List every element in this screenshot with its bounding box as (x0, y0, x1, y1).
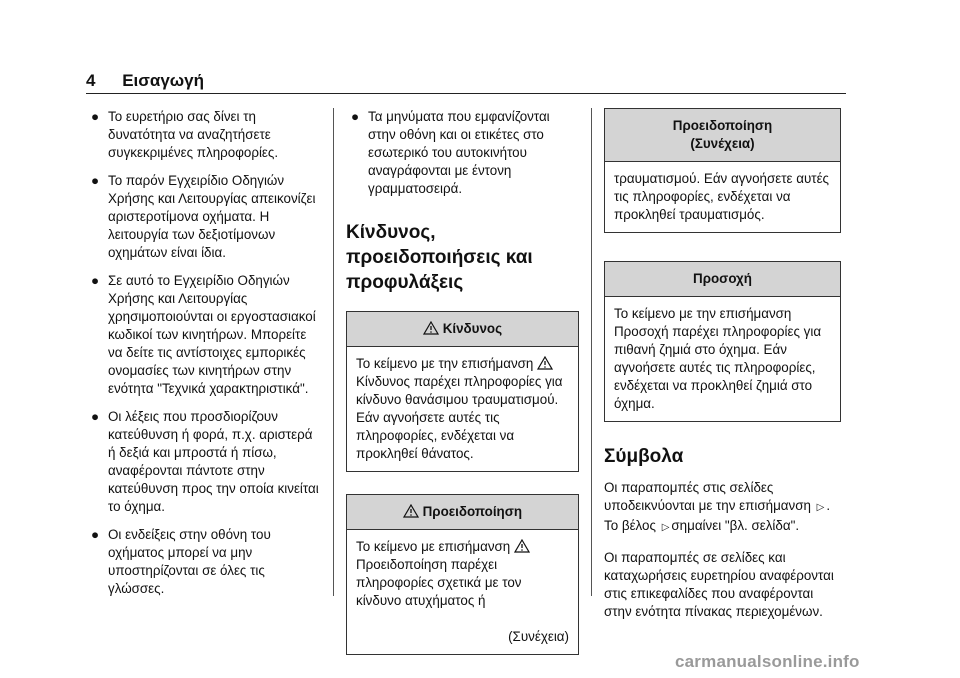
warning-box-body: Το κείμενο με επισήμανση Προειδοποίηση παρέχει πληροφορίες σχετικά με τον κίνδυνο ατυχήματος ή (Συνέχεια) (356, 539, 569, 644)
page-header (86, 71, 204, 91)
continued-label: (Συνέχεια) (508, 629, 569, 644)
danger-box-header: Κίνδυνος (347, 312, 578, 347)
column-divider (591, 108, 592, 596)
paragraph: Οι παραπομπές στις σελίδες υποδεικνύονται με την επισήμανση ▷ . Το βέλος ▷ σημαίνει "βλ. σελίδα". (604, 479, 841, 537)
danger-box (346, 311, 579, 472)
warning-triangle-icon (423, 321, 439, 335)
warning-continued-body: τραυματισμού. Εάν αγνοήσετε αυτές τις πληροφορίες, ενδέχεται να προκληθεί τραυματισμός. (614, 171, 829, 222)
header-rule (86, 93, 846, 94)
danger-box-body: Το κείμενο με την επισήμανση Κίνδυνος παρέχει πληροφορίες για κίνδυνο θανάσιμου τραυματισμού. Εάν αγνοήσετε αυτές τις πληροφορίες, ενδέχεται να προκληθεί θάνατος. (356, 356, 563, 461)
warning-continued-header: Προειδοποίηση (Συνέχεια) (605, 109, 840, 162)
paragraph: Οι παραπομπές σε σελίδες και καταχωρήσεις ευρετηρίου αναφέρονται στις επικεφαλίδες που αναφέρονται στην ενότητα πίνακας περιεχομένων. (604, 550, 834, 619)
bullet-item: ● Οι ενδείξεις στην οθόνη του οχήματος μπορεί να μην υποστηρίζονται σε όλες τις γλώσσες. (91, 527, 271, 596)
bullet-item: ● Το ευρετήριο σας δίνει τη δυνατότητα να αναζητήσετε συγκεκριμένες πληροφορίες. (91, 109, 279, 160)
bullet-item: ● Το παρόν Εγχειρίδιο Οδηγιών Χρήσης και Λειτουργίας απεικονίζει αριστεροτίμονα οχήματα. Η λειτουργία των δεξιοτίμονων οχημάτων είναι ίδια. (91, 173, 316, 260)
warning-triangle-icon (403, 504, 419, 518)
column-2 (346, 108, 579, 677)
warning-triangle-icon (537, 356, 553, 370)
warning-box-header: Προειδοποίηση (347, 495, 578, 530)
bullet-item: ● Σε αυτό το Εγχειρίδιο Οδηγιών Χρήσης και Λειτουργίας χρησιμοποιούνται οι εργοστασιακοί κωδικοί των κινητήρων. Μπορείτε να δείτε τις αντίστοιχες εμπορικές ονομασίες των κινητήρων στην ενότητα "Τεχνικά χαρακτηριστικά". (91, 273, 316, 396)
page-reference-arrow-icon: ▷ (816, 502, 825, 513)
column-3 (604, 108, 841, 633)
section-heading: Σύμβολα (604, 446, 684, 467)
column-1 (86, 108, 322, 608)
warning-continued-box (604, 108, 841, 233)
column-divider (333, 108, 334, 596)
bullet-item: ● Τα μηνύματα που εμφανίζονται στην οθόνη και οι ετικέτες στο εσωτερικό του αυτοκινήτου αναγράφονται με έντονη γραμματοσειρά. (351, 109, 550, 196)
bullet-item: ● Οι λέξεις που προσδιορίζουν κατεύθυνση ή φορά, π.χ. αριστερά ή δεξιά και μπροστά ή πίσω, αναφέρονται πάντοτε στην κατεύθυνση προς την οποία κινείται το όχημα. (91, 409, 319, 514)
caution-box-header: Προσοχή (605, 262, 840, 297)
warning-triangle-icon (514, 539, 530, 553)
page-number: 4 (86, 71, 96, 90)
caution-box-body: Το κείμενο με την επισήμανση Προσοχή παρέχει πληροφορίες για πιθανή ζημιά στο όχημα. Εάν αγνοήσετε αυτές τις πληροφορίες, ενδέχεται να προκληθεί ζημιά στο όχημα. (614, 306, 822, 411)
warning-box (346, 494, 579, 655)
section-heading: Κίνδυνος, προειδοποιήσεις και προφυλάξεις (346, 222, 533, 293)
page-reference-arrow-icon: ▷ (661, 522, 670, 533)
caution-box (604, 261, 841, 422)
watermark: carmanualsonline.info (675, 652, 860, 671)
page-title: Εισαγωγή (122, 71, 204, 90)
